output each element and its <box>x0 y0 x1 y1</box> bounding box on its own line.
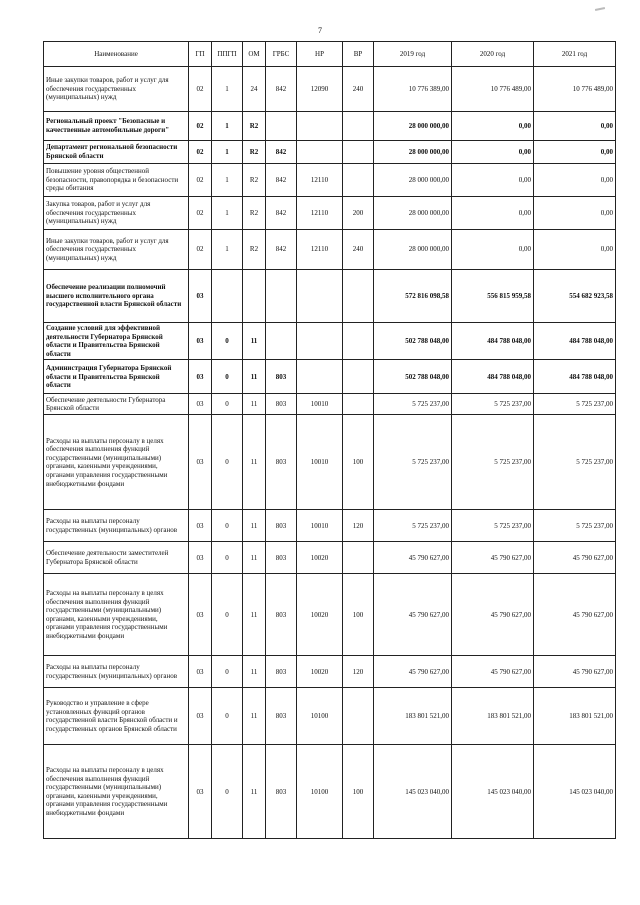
cell-om: 11 <box>243 656 266 688</box>
cell-gp: 02 <box>189 197 212 230</box>
cell-grbs: 803 <box>266 574 297 656</box>
col-header-gp: ГП <box>189 42 212 67</box>
cell-vr <box>343 270 374 323</box>
cell-ppgp: 0 <box>212 656 243 688</box>
cell-om: 11 <box>243 415 266 510</box>
cell-nr: 10010 <box>297 394 343 415</box>
cell-name: Региональный проект "Безопасные и качественные автомобильные дороги" <box>44 112 189 141</box>
cell-om: R2 <box>243 197 266 230</box>
table-row <box>44 112 616 141</box>
cell-2019: 45 790 627,00 <box>374 656 452 688</box>
cell-ppgp: 0 <box>212 574 243 656</box>
cell-gp: 03 <box>189 542 212 574</box>
cell-grbs: 842 <box>266 67 297 112</box>
cell-2019: 28 000 000,00 <box>374 197 452 230</box>
table-row <box>44 542 616 574</box>
cell-ppgp: 0 <box>212 745 243 839</box>
cell-2019: 572 816 098,58 <box>374 270 452 323</box>
cell-2019: 5 725 237,00 <box>374 415 452 510</box>
cell-ppgp: 0 <box>212 688 243 745</box>
cell-om: 11 <box>243 745 266 839</box>
cell-grbs <box>266 323 297 360</box>
cell-gp: 02 <box>189 141 212 164</box>
cell-2021: 45 790 627,00 <box>534 574 616 656</box>
cell-2019: 145 023 040,00 <box>374 745 452 839</box>
header-row <box>44 42 616 67</box>
cell-nr: 12110 <box>297 197 343 230</box>
cell-ppgp: 0 <box>212 360 243 394</box>
col-header-2021: 2021 год <box>534 42 616 67</box>
cell-2020: 45 790 627,00 <box>452 656 534 688</box>
cell-nr: 10100 <box>297 745 343 839</box>
cell-vr <box>343 164 374 197</box>
table-row <box>44 745 616 839</box>
cell-ppgp: 1 <box>212 112 243 141</box>
cell-2019: 502 788 048,00 <box>374 360 452 394</box>
table-row <box>44 574 616 656</box>
cell-grbs: 803 <box>266 745 297 839</box>
cell-2019: 183 801 521,00 <box>374 688 452 745</box>
cell-name: Закупка товаров, работ и услуг для обеспечения государственных (муниципальных) нужд <box>44 197 189 230</box>
col-header-nr: НР <box>297 42 343 67</box>
cell-2020: 556 815 959,58 <box>452 270 534 323</box>
cell-grbs: 842 <box>266 141 297 164</box>
cell-om: 24 <box>243 67 266 112</box>
cell-gp: 03 <box>189 394 212 415</box>
cell-ppgp: 0 <box>212 394 243 415</box>
cell-ppgp: 1 <box>212 141 243 164</box>
table-row <box>44 323 616 360</box>
cell-ppgp: 0 <box>212 542 243 574</box>
cell-name: Иные закупки товаров, работ и услуг для обеспечения государственных (муниципальных) нужд <box>44 230 189 270</box>
cell-om: 11 <box>243 394 266 415</box>
cell-2020: 5 725 237,00 <box>452 510 534 542</box>
table-body <box>44 67 616 839</box>
table-row <box>44 164 616 197</box>
cell-2019: 10 776 389,00 <box>374 67 452 112</box>
margin-mark <box>595 7 605 11</box>
cell-om: R2 <box>243 164 266 197</box>
cell-2019: 28 000 000,00 <box>374 141 452 164</box>
cell-ppgp: 0 <box>212 323 243 360</box>
cell-2020: 484 788 048,00 <box>452 360 534 394</box>
cell-vr <box>343 360 374 394</box>
table-row <box>44 141 616 164</box>
cell-vr <box>343 112 374 141</box>
cell-vr: 120 <box>343 510 374 542</box>
cell-2019: 28 000 000,00 <box>374 112 452 141</box>
cell-grbs: 842 <box>266 197 297 230</box>
table-row <box>44 510 616 542</box>
page-number: 7 <box>318 26 322 35</box>
cell-nr: 12110 <box>297 230 343 270</box>
cell-vr <box>343 141 374 164</box>
budget-table <box>43 41 616 839</box>
cell-name: Департамент региональной безопасности Брянской области <box>44 141 189 164</box>
col-header-2019: 2019 год <box>374 42 452 67</box>
cell-ppgp: 0 <box>212 510 243 542</box>
cell-name: Расходы на выплаты персоналу в целях обеспечения выполнения функций государственными (муниципальными) органами, казенными учреждениями, органами управления государственными внебюджетными фондами <box>44 574 189 656</box>
cell-grbs <box>266 112 297 141</box>
cell-om: R2 <box>243 141 266 164</box>
cell-om: R2 <box>243 230 266 270</box>
cell-vr: 100 <box>343 745 374 839</box>
col-header-om: ОМ <box>243 42 266 67</box>
cell-ppgp: 0 <box>212 415 243 510</box>
cell-vr: 100 <box>343 574 374 656</box>
cell-2020: 0,00 <box>452 141 534 164</box>
cell-om: 11 <box>243 510 266 542</box>
cell-2021: 145 023 040,00 <box>534 745 616 839</box>
cell-2020: 0,00 <box>452 197 534 230</box>
cell-2019: 45 790 627,00 <box>374 542 452 574</box>
table-row <box>44 656 616 688</box>
cell-ppgp: 1 <box>212 230 243 270</box>
cell-2021: 484 788 048,00 <box>534 323 616 360</box>
cell-2019: 5 725 237,00 <box>374 394 452 415</box>
cell-ppgp: 1 <box>212 67 243 112</box>
col-header-vr: ВР <box>343 42 374 67</box>
cell-2021: 0,00 <box>534 141 616 164</box>
cell-2021: 0,00 <box>534 230 616 270</box>
table-row <box>44 270 616 323</box>
cell-2019: 28 000 000,00 <box>374 164 452 197</box>
cell-2020: 0,00 <box>452 164 534 197</box>
cell-nr: 10010 <box>297 415 343 510</box>
table-row <box>44 688 616 745</box>
table-row <box>44 415 616 510</box>
cell-om: 11 <box>243 574 266 656</box>
cell-2021: 0,00 <box>534 112 616 141</box>
cell-om: 11 <box>243 688 266 745</box>
col-header-ppgp: ППГП <box>212 42 243 67</box>
cell-name: Повышение уровня общественной безопасности, правопорядка и безопасности среды обитания <box>44 164 189 197</box>
cell-nr: 10020 <box>297 574 343 656</box>
cell-gp: 03 <box>189 656 212 688</box>
cell-vr <box>343 688 374 745</box>
cell-name: Руководство и управление в сфере установленных функций органов государственной власти Брянской области и государственных органов Брянской области <box>44 688 189 745</box>
cell-name: Расходы на выплаты персоналу государственных (муниципальных) органов <box>44 656 189 688</box>
cell-2021: 5 725 237,00 <box>534 415 616 510</box>
cell-2021: 0,00 <box>534 197 616 230</box>
cell-name: Расходы на выплаты персоналу в целях обеспечения выполнения функций государственными (муниципальными) органами, казенными учреждениями, органами управления государственными внебюджетными фондами <box>44 415 189 510</box>
cell-ppgp: 1 <box>212 164 243 197</box>
cell-2020: 183 801 521,00 <box>452 688 534 745</box>
cell-gp: 03 <box>189 745 212 839</box>
cell-2021: 554 682 923,58 <box>534 270 616 323</box>
cell-2020: 5 725 237,00 <box>452 394 534 415</box>
cell-2020: 10 776 489,00 <box>452 67 534 112</box>
cell-gp: 02 <box>189 164 212 197</box>
cell-2021: 183 801 521,00 <box>534 688 616 745</box>
cell-grbs: 803 <box>266 688 297 745</box>
cell-2020: 45 790 627,00 <box>452 574 534 656</box>
cell-2021: 45 790 627,00 <box>534 542 616 574</box>
cell-om: 11 <box>243 360 266 394</box>
cell-om: 11 <box>243 542 266 574</box>
cell-grbs: 803 <box>266 542 297 574</box>
cell-gp: 03 <box>189 415 212 510</box>
table-row <box>44 197 616 230</box>
cell-nr <box>297 141 343 164</box>
cell-nr <box>297 112 343 141</box>
col-header-grbs: ГРБС <box>266 42 297 67</box>
cell-gp: 03 <box>189 688 212 745</box>
cell-vr: 120 <box>343 656 374 688</box>
cell-om: 11 <box>243 323 266 360</box>
cell-2020: 484 788 048,00 <box>452 323 534 360</box>
cell-gp: 03 <box>189 323 212 360</box>
cell-2021: 484 788 048,00 <box>534 360 616 394</box>
cell-nr: 12090 <box>297 67 343 112</box>
cell-2019: 28 000 000,00 <box>374 230 452 270</box>
cell-gp: 03 <box>189 360 212 394</box>
cell-nr: 10020 <box>297 656 343 688</box>
cell-vr <box>343 542 374 574</box>
cell-2019: 5 725 237,00 <box>374 510 452 542</box>
cell-2021: 5 725 237,00 <box>534 394 616 415</box>
cell-nr <box>297 360 343 394</box>
cell-nr <box>297 323 343 360</box>
cell-om: R2 <box>243 112 266 141</box>
cell-gp: 03 <box>189 510 212 542</box>
cell-gp: 02 <box>189 112 212 141</box>
cell-vr: 100 <box>343 415 374 510</box>
cell-gp: 03 <box>189 574 212 656</box>
cell-2020: 145 023 040,00 <box>452 745 534 839</box>
table-row <box>44 67 616 112</box>
cell-name: Создание условий для эффективной деятельности Губернатора Брянской области и Правительства Брянской области <box>44 323 189 360</box>
cell-name: Обеспечение деятельности Губернатора Брянской области <box>44 394 189 415</box>
cell-2019: 45 790 627,00 <box>374 574 452 656</box>
cell-grbs: 803 <box>266 510 297 542</box>
cell-nr <box>297 270 343 323</box>
cell-2019: 502 788 048,00 <box>374 323 452 360</box>
cell-vr <box>343 323 374 360</box>
cell-gp: 02 <box>189 67 212 112</box>
cell-om <box>243 270 266 323</box>
cell-2020: 5 725 237,00 <box>452 415 534 510</box>
cell-grbs: 842 <box>266 164 297 197</box>
cell-grbs: 803 <box>266 360 297 394</box>
cell-name: Расходы на выплаты персоналу государственных (муниципальных) органов <box>44 510 189 542</box>
col-header-name: Наименование <box>44 42 189 67</box>
cell-2021: 5 725 237,00 <box>534 510 616 542</box>
table-row <box>44 360 616 394</box>
cell-nr: 10020 <box>297 542 343 574</box>
table-row <box>44 394 616 415</box>
cell-ppgp <box>212 270 243 323</box>
cell-2021: 0,00 <box>534 164 616 197</box>
cell-grbs: 803 <box>266 394 297 415</box>
cell-grbs: 803 <box>266 415 297 510</box>
cell-vr: 200 <box>343 197 374 230</box>
cell-grbs: 803 <box>266 656 297 688</box>
cell-2021: 10 776 489,00 <box>534 67 616 112</box>
cell-nr: 10100 <box>297 688 343 745</box>
cell-vr: 240 <box>343 230 374 270</box>
cell-name: Расходы на выплаты персоналу в целях обеспечения выполнения функций государственными (муниципальными) органами, казенными учреждениями, органами управления государственными внебюджетными фондами <box>44 745 189 839</box>
cell-name: Обеспечение реализации полномочий высшего исполнительного органа государственной власти Брянской области <box>44 270 189 323</box>
cell-2021: 45 790 627,00 <box>534 656 616 688</box>
cell-2020: 0,00 <box>452 230 534 270</box>
cell-vr <box>343 394 374 415</box>
cell-nr: 12110 <box>297 164 343 197</box>
cell-vr: 240 <box>343 67 374 112</box>
cell-ppgp: 1 <box>212 197 243 230</box>
cell-name: Иные закупки товаров, работ и услуг для обеспечения государственных (муниципальных) нужд <box>44 67 189 112</box>
cell-gp: 03 <box>189 270 212 323</box>
cell-2020: 45 790 627,00 <box>452 542 534 574</box>
cell-gp: 02 <box>189 230 212 270</box>
col-header-2020: 2020 год <box>452 42 534 67</box>
cell-name: Обеспечение деятельности заместителей Губернатора Брянской области <box>44 542 189 574</box>
cell-nr: 10010 <box>297 510 343 542</box>
cell-2020: 0,00 <box>452 112 534 141</box>
table-row <box>44 230 616 270</box>
cell-grbs: 842 <box>266 230 297 270</box>
cell-grbs <box>266 270 297 323</box>
cell-name: Администрация Губернатора Брянской области и Правительства Брянской области <box>44 360 189 394</box>
